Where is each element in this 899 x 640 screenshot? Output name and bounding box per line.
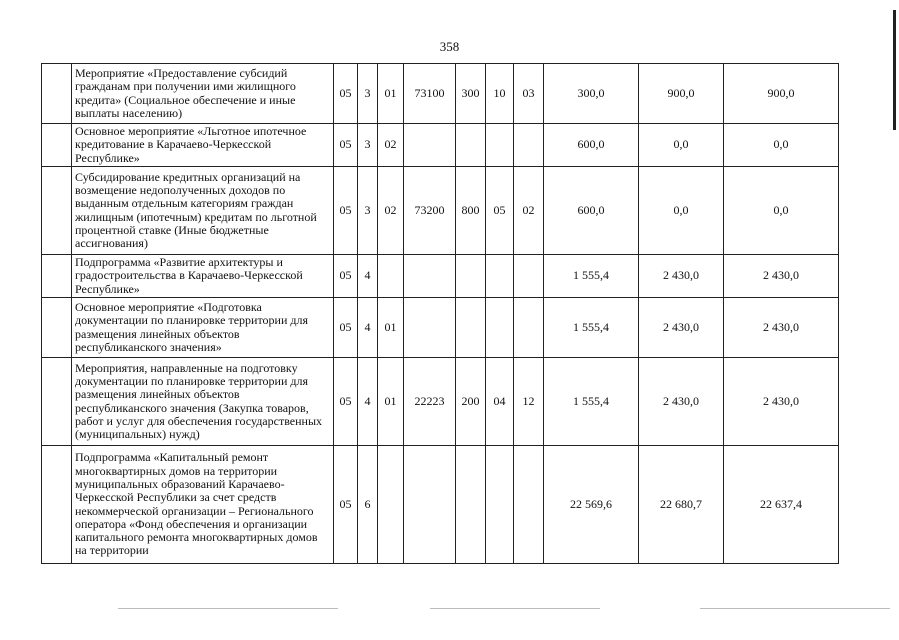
amount-year-3: 0,0 — [724, 167, 839, 255]
expense-type-code — [456, 255, 486, 298]
direction-code: 73200 — [404, 167, 456, 255]
event-code: 01 — [378, 64, 404, 124]
direction-code — [404, 124, 456, 167]
row-name: Подпрограмма «Развитие архитектуры и градостроительства в Карачаево-Черкесской Республике» — [72, 255, 334, 298]
section-number: 05 — [486, 167, 514, 255]
section-code: 05 — [334, 124, 358, 167]
row-index-cell — [42, 124, 72, 167]
section-number — [486, 446, 514, 564]
budget-table — [41, 63, 839, 564]
table-row — [42, 167, 839, 255]
amount-year-1: 1 555,4 — [544, 358, 639, 446]
amount-year-3: 2 430,0 — [724, 358, 839, 446]
table-row — [42, 124, 839, 167]
table-row — [42, 298, 839, 358]
subsection-number — [514, 255, 544, 298]
direction-code: 73100 — [404, 64, 456, 124]
section-code: 05 — [334, 446, 358, 564]
subsection-number — [514, 124, 544, 167]
amount-year-2: 2 430,0 — [639, 358, 724, 446]
row-name: Основное мероприятие «Подготовка документации по планировке территории для размещения линейных объектов республиканского значения» — [72, 298, 334, 358]
section-code: 05 — [334, 255, 358, 298]
amount-year-2: 0,0 — [639, 124, 724, 167]
row-index-cell — [42, 255, 72, 298]
row-index-cell — [42, 64, 72, 124]
row-index-cell — [42, 298, 72, 358]
amount-year-2: 2 430,0 — [639, 255, 724, 298]
section-number: 10 — [486, 64, 514, 124]
row-index-cell — [42, 446, 72, 564]
amount-year-2: 22 680,7 — [639, 446, 724, 564]
footer-rule-left — [118, 608, 338, 609]
section-number — [486, 298, 514, 358]
row-name: Мероприятия, направленные на подготовку документации по планировке территории для размещения линейных объектов республиканского значения (Закупка товаров, работ и услуг для обеспечения государственных (муниципальных) нужд) — [72, 358, 334, 446]
event-code: 01 — [378, 298, 404, 358]
table-row — [42, 358, 839, 446]
amount-year-2: 0,0 — [639, 167, 724, 255]
subsection-number: 12 — [514, 358, 544, 446]
subsection-code: 4 — [358, 358, 378, 446]
row-name: Подпрограмма «Капитальный ремонт многоквартирных домов на территории муниципальных образований Карачаево-Черкесской Республики за счет средств некоммерческой организации – Регионального оператора «Фонд обеспечения и организации капитального ремонта многоквартирных домов на территории — [72, 446, 334, 564]
amount-year-3: 900,0 — [724, 64, 839, 124]
section-code: 05 — [334, 298, 358, 358]
section-code: 05 — [334, 358, 358, 446]
subsection-code: 4 — [358, 255, 378, 298]
footer-rule-right — [700, 608, 890, 609]
direction-code — [404, 298, 456, 358]
subsection-code: 6 — [358, 446, 378, 564]
section-number: 04 — [486, 358, 514, 446]
amount-year-1: 1 555,4 — [544, 255, 639, 298]
page-number: 358 — [439, 39, 460, 54]
direction-code: 22223 — [404, 358, 456, 446]
scan-edge-mark — [893, 10, 896, 130]
section-code: 05 — [334, 167, 358, 255]
table-row — [42, 64, 839, 124]
subsection-code: 3 — [358, 167, 378, 255]
subsection-code: 3 — [358, 64, 378, 124]
amount-year-3: 2 430,0 — [724, 255, 839, 298]
event-code: 02 — [378, 124, 404, 167]
expense-type-code: 800 — [456, 167, 486, 255]
expense-type-code — [456, 298, 486, 358]
event-code: 02 — [378, 167, 404, 255]
row-name: Мероприятие «Предоставление субсидий гражданам при получении ими жилищного кредита» (Социальное обеспечение и иные выплаты населению) — [72, 64, 334, 124]
event-code — [378, 255, 404, 298]
subsection-code: 4 — [358, 298, 378, 358]
subsection-code: 3 — [358, 124, 378, 167]
event-code — [378, 446, 404, 564]
amount-year-2: 2 430,0 — [639, 298, 724, 358]
table-row — [42, 255, 839, 298]
section-number — [486, 255, 514, 298]
row-index-cell — [42, 167, 72, 255]
row-index-cell — [42, 358, 72, 446]
subsection-number: 02 — [514, 167, 544, 255]
amount-year-1: 1 555,4 — [544, 298, 639, 358]
expense-type-code: 300 — [456, 64, 486, 124]
expense-type-code: 200 — [456, 358, 486, 446]
subsection-number — [514, 298, 544, 358]
event-code: 01 — [378, 358, 404, 446]
table-row — [42, 446, 839, 564]
expense-type-code — [456, 124, 486, 167]
subsection-number: 03 — [514, 64, 544, 124]
row-name: Субсидирование кредитных организаций на возмещение недополученных доходов по выданным отдельным категориям граждан жилищным (ипотечным) кредитам по льготной процентной ставке (Иные бюджетные ассигнования) — [72, 167, 334, 255]
section-number — [486, 124, 514, 167]
row-name: Основное мероприятие «Льготное ипотечное кредитование в Карачаево-Черкесской Республике» — [72, 124, 334, 167]
amount-year-1: 600,0 — [544, 167, 639, 255]
expense-type-code — [456, 446, 486, 564]
direction-code — [404, 255, 456, 298]
footer-rule-center — [430, 608, 600, 609]
subsection-number — [514, 446, 544, 564]
amount-year-1: 300,0 — [544, 64, 639, 124]
amount-year-3: 22 637,4 — [724, 446, 839, 564]
table-body — [42, 64, 839, 564]
amount-year-3: 0,0 — [724, 124, 839, 167]
amount-year-1: 600,0 — [544, 124, 639, 167]
section-code: 05 — [334, 64, 358, 124]
direction-code — [404, 446, 456, 564]
amount-year-3: 2 430,0 — [724, 298, 839, 358]
amount-year-2: 900,0 — [639, 64, 724, 124]
amount-year-1: 22 569,6 — [544, 446, 639, 564]
